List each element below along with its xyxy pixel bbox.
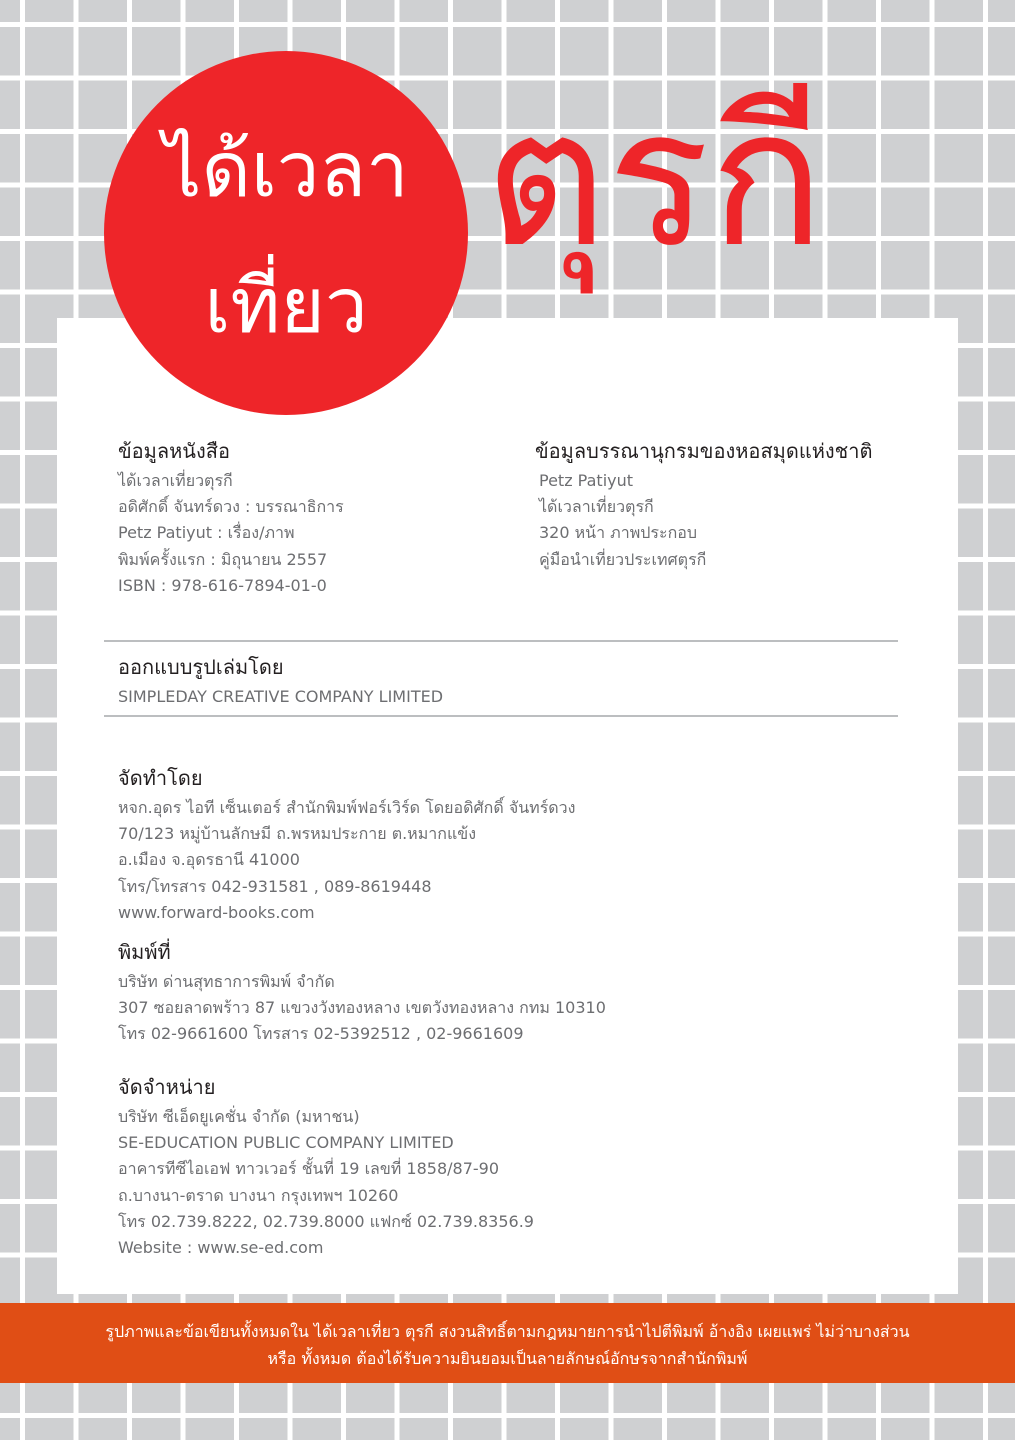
printer-line: 307 ซอยลาดพร้าว 87 แขวงวังทองหลาง เขตวังทองหลาง กทม 10310 xyxy=(118,998,606,1018)
circle-title-line2: เที่ยว xyxy=(204,261,368,350)
printer-line: โทร 02-9661600 โทรสาร 02-5392512 , 02-9661609 xyxy=(118,1024,524,1044)
printer-line: บริษัท ด่านสุทธาการพิมพ์ จำกัด xyxy=(118,972,335,991)
catalog-line: Petz Patiyut xyxy=(539,471,634,490)
catalog-line: ได้เวลาเที่ยวตุรกี xyxy=(539,497,654,517)
producer-heading: จัดทำโดย xyxy=(118,766,203,790)
catalog-section xyxy=(535,438,872,573)
book-info-line: พิมพ์ครั้งแรก : มิถุนายน 2557 xyxy=(118,549,328,569)
divider xyxy=(104,640,898,642)
design-line: SIMPLEDAY CREATIVE COMPANY LIMITED xyxy=(118,687,444,706)
producer-line: หจก.อุดร ไอที เซ็นเตอร์ สำนักพิมพ์ฟอร์เวิร์ด โดยอดิศักดิ์ จันทร์ดวง xyxy=(118,798,576,817)
producer-section xyxy=(118,765,575,926)
copyright-line1: รูปภาพและข้อเขียนทั้งหมดใน ได้เวลาเที่ยว ตุรกี สงวนสิทธิ์ตามกฎหมายการนำไปตีพิมพ์ อ้างอิง เผยแพร่ ไม่ว่าบางส่วน xyxy=(105,1322,910,1341)
catalog-line: 320 หน้า ภาพประกอบ xyxy=(539,523,698,543)
book-info-line: อดิศักดิ์ จันทร์ดวง : บรรณาธิการ xyxy=(118,497,344,517)
book-info-line: ISBN : 978-616-7894-01-0 xyxy=(118,575,327,595)
title-circle xyxy=(104,51,468,415)
printer-heading: พิมพ์ที่ xyxy=(118,940,171,964)
distributor-line: บริษัท ซีเอ็ดยูเคชั่น จำกัด (มหาชน) xyxy=(118,1107,360,1126)
divider xyxy=(104,715,898,717)
book-info-line: ได้เวลาเที่ยวตุรกี xyxy=(118,471,233,490)
producer-line: 70/123 หมู่บ้านลักษมี ถ.พรหมประกาย ต.หมากแข้ง xyxy=(118,824,477,844)
design-section xyxy=(118,654,443,710)
design-heading: ออกแบบรูปเล่มโดย xyxy=(118,655,284,679)
distributor-section xyxy=(118,1074,534,1261)
catalog-line: คู่มือนำเที่ยวประเทศตุรกี xyxy=(539,549,707,569)
circle-title-line1: ได้เวลา xyxy=(163,125,409,214)
book-info-section xyxy=(118,438,344,599)
distributor-heading: จัดจำหน่าย xyxy=(118,1075,216,1099)
distributor-line: Website : www.se-ed.com xyxy=(118,1238,324,1258)
producer-line: โทร/โทรสาร 042-931581 , 089-8619448 xyxy=(118,876,432,896)
distributor-line: อาคารทีซีไอเอฟ ทาวเวอร์ ชั้นที่ 19 เลขที่ 1858/87-90 xyxy=(118,1159,500,1179)
printer-section xyxy=(118,939,606,1048)
producer-line: www.forward-books.com xyxy=(118,902,315,922)
copyright-line2: หรือ ทั้งหมด ต้องได้รับความยินยอมเป็นลายลักษณ์อักษรจากสำนักพิมพ์ xyxy=(267,1349,748,1368)
distributor-line: SE-EDUCATION PUBLIC COMPANY LIMITED xyxy=(118,1133,454,1153)
book-info-heading: ข้อมูลหนังสือ xyxy=(118,439,230,463)
big-title: ตุรกี xyxy=(484,68,825,289)
distributor-line: โทร 02.739.8222, 02.739.8000 แฟกซ์ 02.739.8356.9 xyxy=(118,1211,534,1231)
producer-line: อ.เมือง จ.อุดรธานี 41000 xyxy=(118,850,300,870)
distributor-line: ถ.บางนา-ตราด บางนา กรุงเทพฯ 10260 xyxy=(118,1185,399,1205)
catalog-heading: ข้อมูลบรรณานุกรมของหอสมุดแห่งชาติ xyxy=(535,439,873,463)
book-info-line: Petz Patiyut : เรื่อง/ภาพ xyxy=(118,523,295,543)
